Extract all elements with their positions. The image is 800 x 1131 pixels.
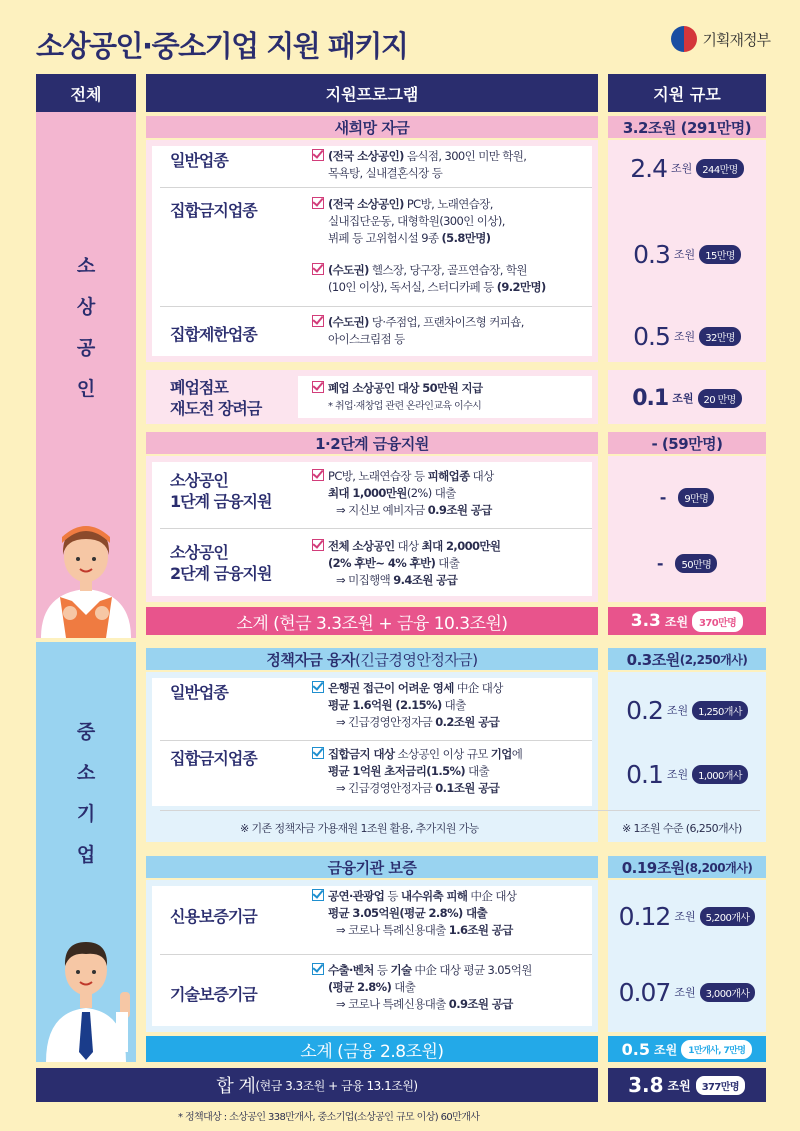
side-char: 소 (76, 762, 96, 784)
divider (160, 954, 592, 955)
row-desc-stage1: PC방, 노래연습장 등 피해업종 대상 최대 1,000만원(2%) 대출 ⇒ 지신보 예비자금 0.9조원 공급 (312, 468, 597, 519)
checkbox-icon (312, 681, 324, 693)
amount-sme-general: 0.2 조원 1,250개사 (608, 692, 766, 728)
row-name-kibo: 기술보증기금 (170, 985, 257, 1004)
amount-stage2: - 50만명 (608, 548, 766, 578)
grand-total: 합 계 (현금 3.3조원 + 금융 13.1조원) (36, 1068, 598, 1102)
side-char: 업 (76, 844, 96, 866)
row-name-banned: 집합금지업종 (170, 201, 257, 220)
divider (160, 740, 592, 741)
checkbox-icon (312, 315, 324, 327)
row-desc-restricted: (수도권) 당·주점업, 프랜차이즈형 커피숍, 아이스크림점 등 (312, 314, 597, 348)
side-char: 소 (76, 255, 96, 277)
row-desc-banned: (전국 소상공인) PC방, 노래연습장, 실내집단운동, 대형학원(300인 이상), 뷔페 등 고위험시설 9종 (5.8만명) (312, 196, 597, 247)
section-amount-hope-fund: 3.2조원 (291만명) (608, 116, 766, 138)
amount-stage1: - 9만명 (608, 482, 766, 512)
row-name-stage1: 소상공인 1단계 금융지원 (170, 471, 272, 511)
amount-kodit: 0.12 조원 5,200개사 (608, 898, 766, 934)
section-title-hope-fund: 새희망 자금 (146, 116, 598, 138)
checkbox-icon (312, 539, 324, 551)
side-char: 기 (76, 803, 96, 825)
policy-note-amount: ※ 1조원 수준 (6,250개사) (622, 822, 742, 835)
header-program: 지원프로그램 (146, 74, 598, 112)
header-total: 전체 (36, 74, 136, 112)
checkbox-icon (312, 469, 324, 481)
grand-total-amount: 3.8 조원 377만명 (608, 1068, 766, 1102)
footnote: * 정책대상 : 소상공인 338만개사, 중소기업(소상공인 규모 이상) 60만개사 (178, 1112, 480, 1123)
divider (160, 810, 760, 811)
row-desc-sme-general: 은행권 접근이 어려운 영세 中企 대상 평균 1.6억원 (2.15%) 대출 ⇒ 긴급경영안정자금 0.2조원 공급 (312, 680, 597, 731)
checkbox-icon (312, 747, 324, 759)
divider (160, 187, 592, 188)
taegeuk-emblem-icon (671, 26, 697, 52)
checkbox-icon (312, 197, 324, 209)
ministry-name: 기획재정부 (702, 30, 770, 49)
divider (160, 528, 592, 529)
row-desc-sme-banned: 집합금지 대상 소상공인 이상 규모 기업에 평균 1억원 초저금리(1.5%) 대출 ⇒ 긴급경영안정자금 0.1조원 공급 (312, 746, 597, 797)
section-amount-guarantee: 0.19조원 (8,200개사) (608, 856, 766, 878)
policy-note: ※ 기존 정책자금 가용재원 1조원 활용, 추가지원 가능 (240, 822, 479, 835)
row-name-general: 일반업종 (170, 151, 228, 170)
side-char: 상 (76, 296, 96, 318)
subtotal-sme: 소계 (금융 2.8조원) (146, 1036, 598, 1062)
amount-kibo: 0.07 조원 3,000개사 (608, 974, 766, 1010)
section-amount-policy-loan: 0.3조원 (2,250개사) (608, 648, 766, 670)
row-name-sme-banned: 집합금지업종 (170, 749, 257, 768)
checkbox-icon (312, 963, 324, 975)
header-scale: 지원 규모 (608, 74, 766, 112)
amount-sme-banned: 0.1 조원 1,000개사 (608, 756, 766, 792)
finance-amount-panel (608, 456, 766, 602)
row-name-restricted: 집합제한업종 (170, 325, 257, 344)
section-title-finance: 1·2단계 금융지원 (146, 432, 598, 454)
row-desc-general: (전국 소상공인) 음식점, 300인 미만 학원, 목욕탕, 실내결혼식장 등 (312, 148, 597, 182)
section-title-guarantee: 금융기관 보증 (146, 856, 598, 878)
amount-restricted: 0.5 조원 32만명 (608, 318, 766, 354)
woman-illustration (36, 505, 136, 638)
checkbox-icon (312, 889, 324, 901)
amount-banned: 0.3 조원 15만명 (608, 236, 766, 272)
side-char: 중 (76, 721, 96, 743)
subtotal-small-biz-amount: 3.3 조원 370만명 (608, 607, 766, 635)
row-desc-banned-capital: (수도권) 헬스장, 당구장, 골프연습장, 학원 (10인 이상), 독서실, 스터디카페 등 (9.2만명) (312, 262, 597, 296)
man-illustration (36, 912, 136, 1062)
side-char: 인 (76, 378, 96, 400)
checkbox-icon (312, 149, 324, 161)
amount-general: 2.4 조원 244만명 (608, 150, 766, 186)
subtotal-sme-amount: 0.5 조원 1만개사, 7만명 (608, 1036, 766, 1062)
row-name-kodit: 신용보증기금 (170, 907, 257, 926)
subtotal-small-biz: 소계 (현금 3.3조원 + 금융 10.3조원) (146, 607, 598, 635)
row-name-closure: 폐업점포 재도전 장려금 (170, 378, 262, 418)
row-desc-kibo: 수출·벤처 등 기술 中企 대상 평균 3.05억원 (평균 2.8%) 대출 ⇒ 코로나 특례신용대출 0.9조원 공급 (312, 962, 597, 1013)
side-char: 공 (76, 337, 96, 359)
ministry-logo (671, 24, 770, 54)
row-desc-stage2: 전체 소상공인 대상 최대 2,000만원 (2% 후반~ 4% 후반) 대출 ⇒ 미집행액 9.4조원 공급 (312, 538, 597, 589)
amount-closure: 0.1 조원 20 만명 (608, 380, 766, 416)
section-title-policy-loan: 정책자금 융자 (긴급경영안정자금) (146, 648, 598, 670)
section-amount-finance: - (59만명) (608, 432, 766, 454)
row-name-stage2: 소상공인 2단계 금융지원 (170, 543, 272, 583)
divider (160, 306, 592, 307)
checkbox-icon (312, 263, 324, 275)
row-desc-kodit: 공연·관광업 등 내수위축 피해 中企 대상 평균 3.05억원(평균 2.8%) 대출 ⇒ 코로나 특례신용대출 1.6조원 공급 (312, 888, 597, 939)
checkbox-icon (312, 381, 324, 393)
row-name-sme-general: 일반업종 (170, 683, 228, 702)
page-title: 소상공인·중소기업 지원 패키지 (36, 29, 408, 63)
row-desc-closure: 폐업 소상공인 대상 50만원 지급 * 취업·재창업 관련 온라인교육 이수시 (312, 380, 597, 415)
